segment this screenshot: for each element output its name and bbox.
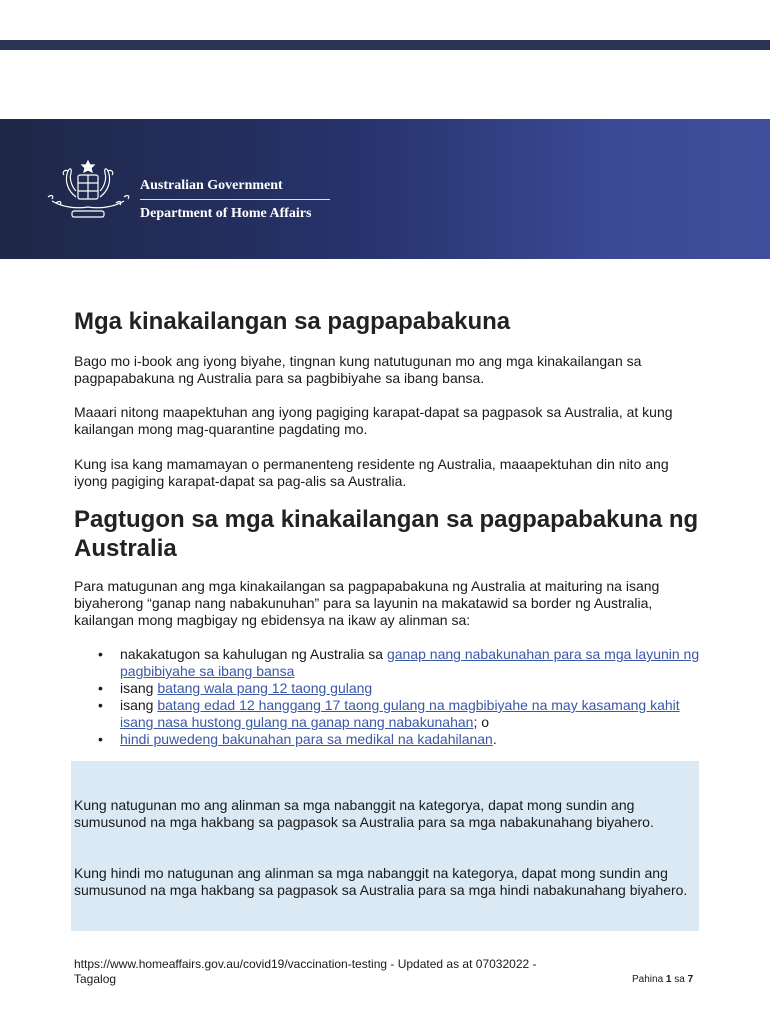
list-item (74, 731, 704, 748)
government-name: Australian Government (140, 178, 283, 193)
bullet-icon: • (98, 646, 103, 662)
page-number (632, 973, 693, 987)
top-bar (0, 40, 770, 50)
list-item (74, 680, 704, 697)
bullet-icon: • (98, 731, 103, 747)
list-item-text: isang (120, 680, 158, 696)
list-item-suffix: . (492, 731, 497, 747)
callout-paragraph-1: Kung natugunan mo ang alinman sa mga nabanggit na kategorya, dapat mong sundin ang sumusunod na mga hakbang sa pagpasok sa Australia para sa mga nabakunahang biyahero. (74, 797, 654, 830)
link-medical-exemption[interactable]: hindi puwedeng bakunahan para sa medikal na kadahilanan (120, 731, 493, 747)
bullet-icon: • (98, 680, 103, 696)
list-item-text: nakakatugon sa kahulugan ng Australia sa (120, 646, 387, 662)
section2-paragraph: Para matugunan ang mga kinakailangan sa pagpapabakuna ng Australia at maituring na isang biyaherong “ganap nang nabakunuhan” para sa layunin na makatawid sa border ng Australia, kailangan mong magbigay ng ebidensya na ikaw ay alinman sa: (74, 578, 660, 628)
callout-paragraph-2: Kung hindi mo natugunan ang alinman sa mga nabanggit na kategorya, dapat mong sundin ang sumusunod na mga hakbang sa pagpasok sa Australia para sa mga hindi nabakunahang biyahero. (74, 865, 688, 898)
link-child-under-12[interactable]: batang wala pang 12 taong gulang (157, 680, 373, 696)
government-logo-text (140, 177, 330, 223)
page-current: 1 (665, 974, 672, 985)
logo-divider (140, 199, 330, 200)
footer-source-line: https://www.homeaffairs.gov.au/covid19/vaccination-testing - Updated as at 07032022 - (74, 957, 537, 971)
header-banner (0, 119, 770, 259)
list-item (74, 646, 704, 680)
bullet-icon: • (98, 697, 103, 713)
footer-language: Tagalog (74, 972, 117, 986)
requirements-list (74, 646, 704, 748)
link-fully-vaccinated[interactable]: ganap nang nabakunahan para sa mga layunin ng pagbibiyahe sa ibang bansa (120, 646, 700, 679)
section1-paragraph-1: Bago mo i-book ang iyong biyahe, tingnan kung natutugunan mo ang mga kinakailangan sa pagpapabakuna ng Australia para sa pagbibiyahe sa ibang bansa. (74, 353, 642, 386)
section1-title: Mga kinakailangan sa pagpapabakuna (74, 308, 511, 335)
department-name: Department of Home Affairs (140, 206, 312, 221)
page-total: 7 (687, 974, 694, 985)
link-child-12-to-17[interactable]: batang edad 12 hanggang 17 taong gulang na magbibiyahe na may kasamang kahit isang nasa hustong gulang na ganap nang nabakunahan (120, 697, 680, 730)
list-item-suffix: ; o (473, 714, 490, 730)
page-prefix: Pahina (632, 974, 666, 985)
section1-paragraph-2: Maaari nitong maapektuhan ang iyong pagiging karapat-dapat sa pagpasok sa Australia, at kung kailangan mong mag-quarantine pagdating mo. (74, 404, 673, 437)
footer-source (74, 957, 594, 987)
info-callout-box (71, 761, 699, 931)
page-mid: sa (671, 974, 688, 985)
coat-of-arms-icon (42, 157, 134, 227)
list-item (74, 697, 704, 731)
list-item-text: isang (120, 697, 158, 713)
section2-title: Pagtugon sa mga kinakailangan sa pagpapabakuna ng Australia (74, 506, 699, 562)
section1-paragraph-3: Kung isa kang mamamayan o permanenteng residente ng Australia, maaapektuhan din nito ang iyong pagiging karapat-dapat sa pag-alis sa Australia. (74, 456, 669, 489)
